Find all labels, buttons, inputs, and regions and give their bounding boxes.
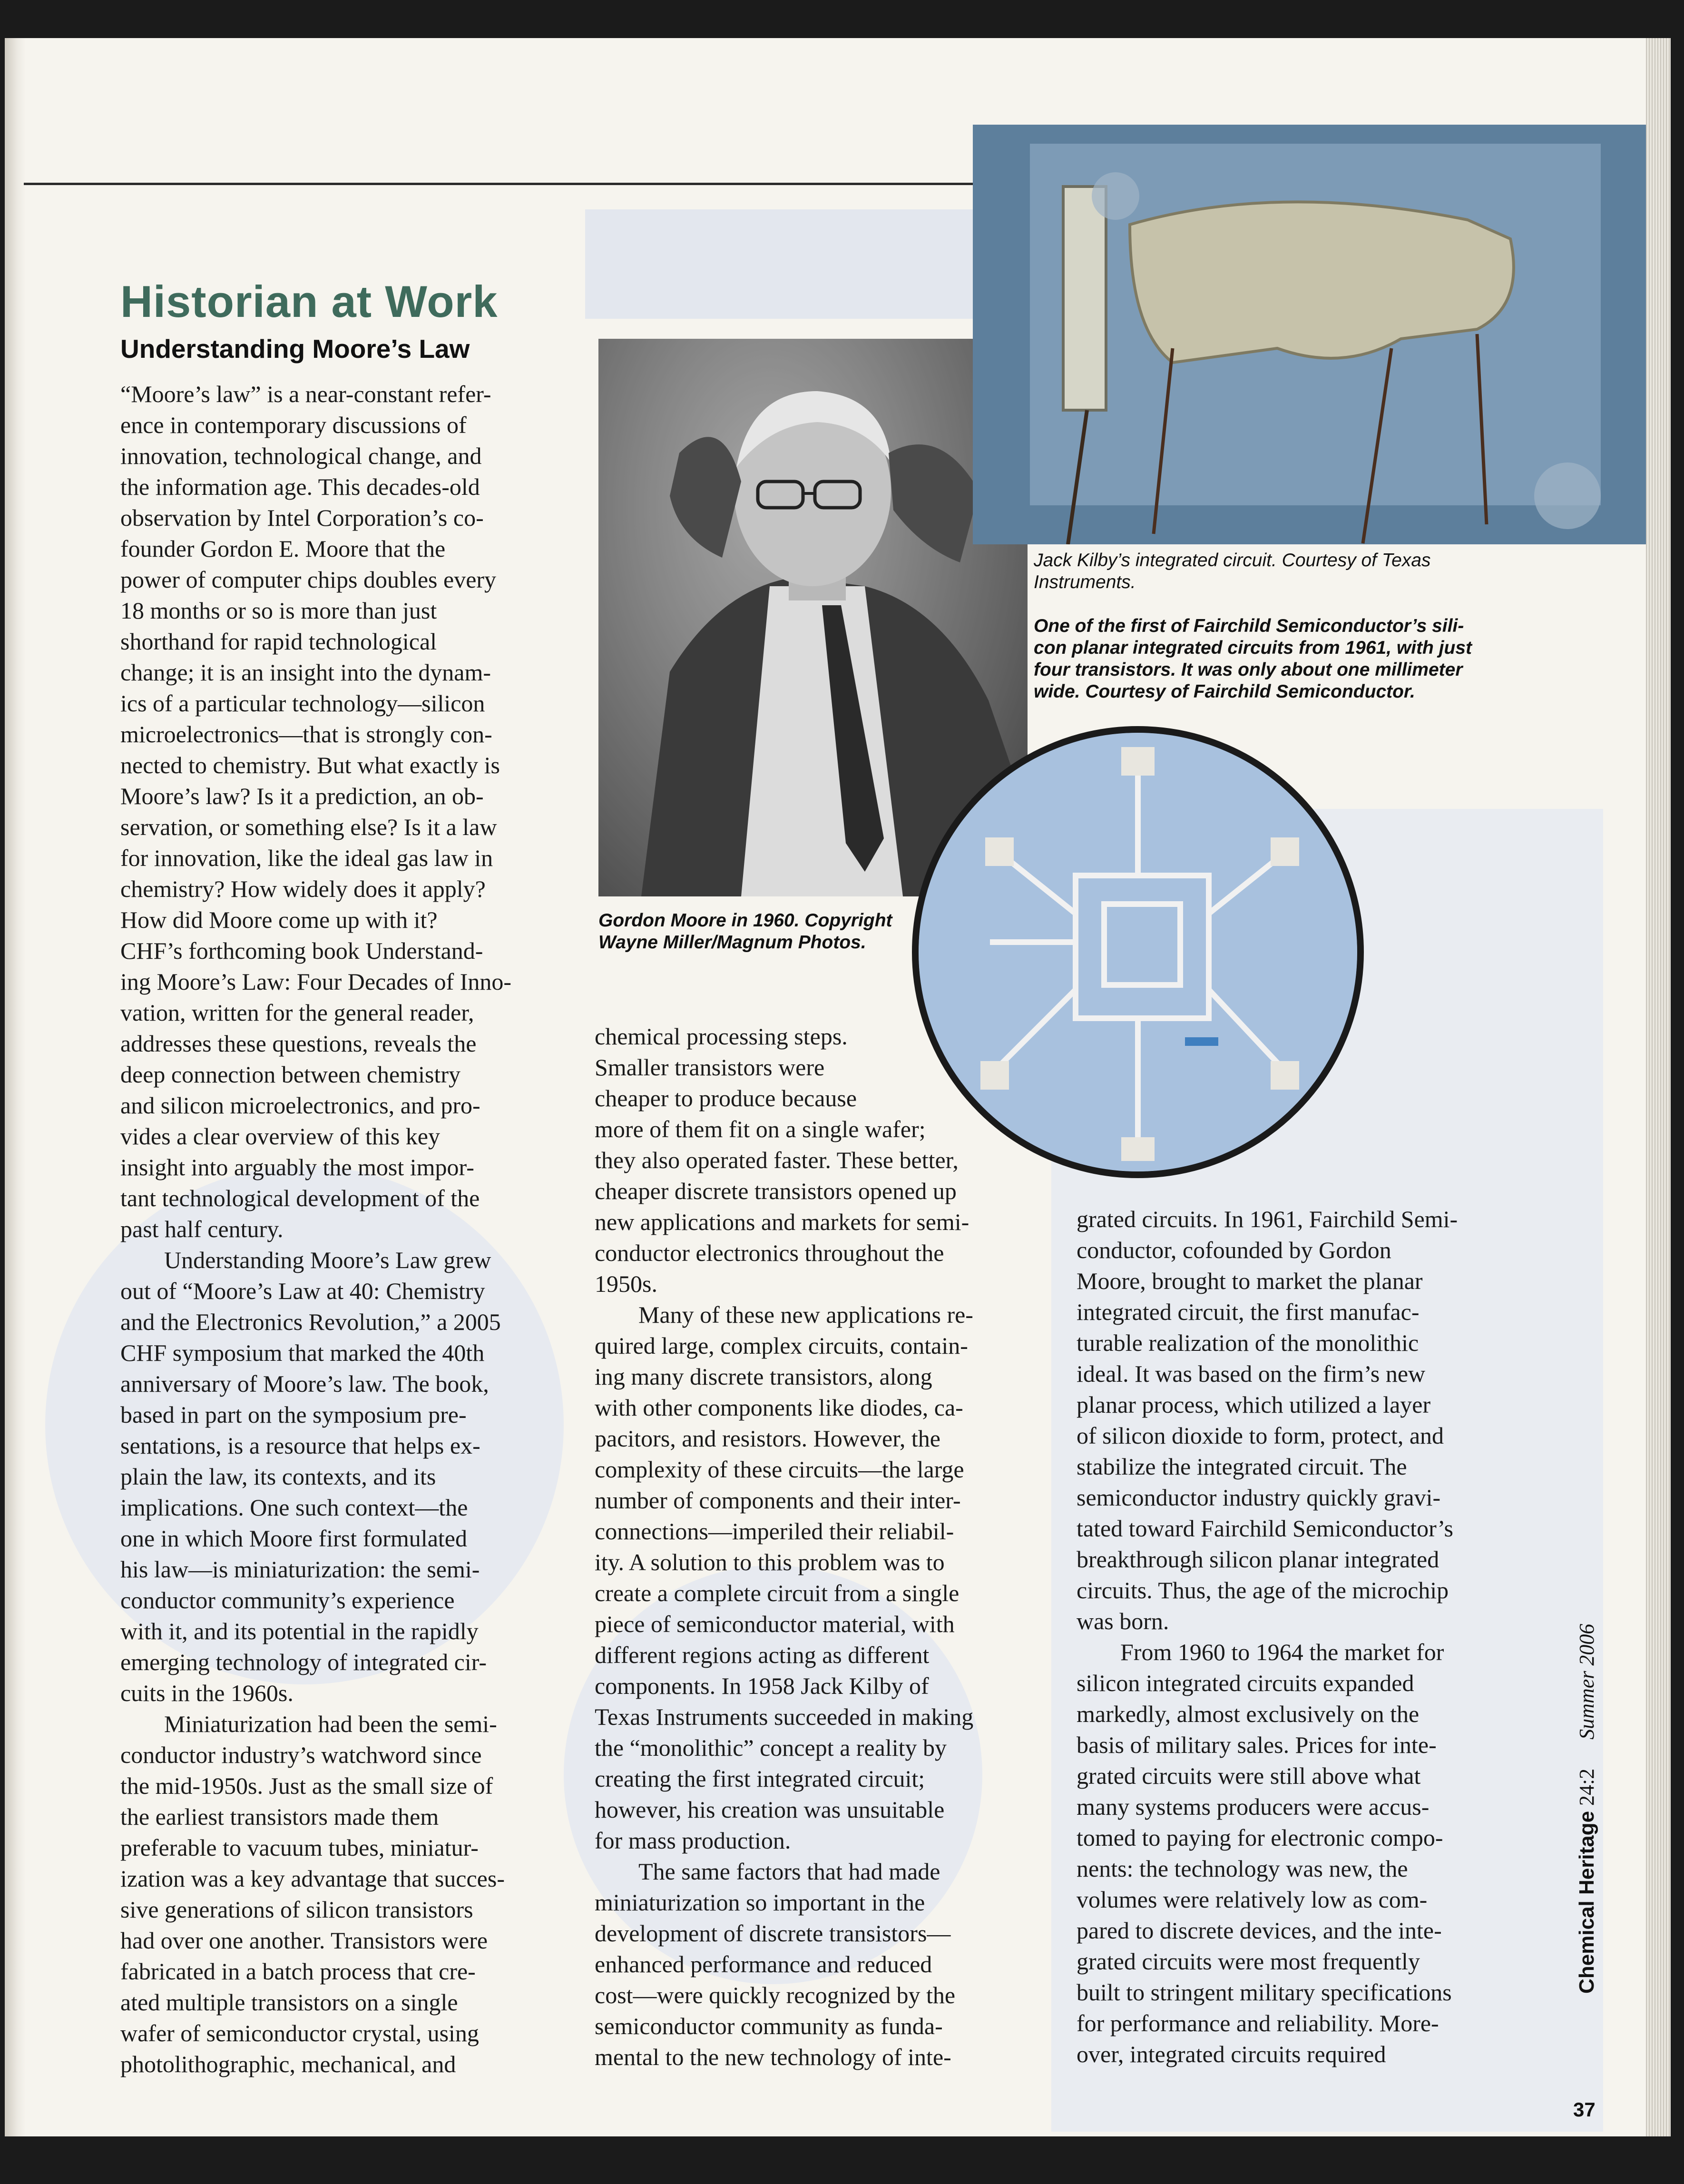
text-line: components. In 1958 Jack Kilby of	[595, 1672, 929, 1699]
article-title: Understanding Moore’s Law	[120, 334, 470, 364]
text-line: stabilize the integrated circuit. The	[1077, 1453, 1407, 1480]
magazine-page	[5, 38, 1646, 2136]
text-line: grated circuits were most frequently	[1077, 1948, 1420, 1975]
kilby-caption	[1034, 550, 1431, 593]
text-line: chemistry? How widely does it apply?	[120, 876, 486, 902]
text-line: had over one another. Transistors were	[120, 1927, 488, 1954]
caption-line: four transistors. It was only about one millimeter	[1034, 659, 1463, 680]
text-line: emerging technology of integrated cir-	[120, 1649, 487, 1675]
text-line: different regions acting as different	[595, 1642, 930, 1668]
fairchild-planar-ic-photo	[912, 726, 1364, 1178]
moore-caption	[598, 910, 892, 954]
text-line: “Moore’s law” is a near-constant refer-	[120, 381, 491, 407]
caption-line: Gordon Moore in 1960. Copyright	[598, 910, 892, 931]
fairchild-caption	[1034, 615, 1472, 703]
text-line: nents: the technology was new, the	[1077, 1855, 1408, 1882]
text-line: CHF’s forthcoming book Understand-	[120, 937, 483, 964]
text-line: number of components and their inter-	[595, 1487, 961, 1514]
text-line: innovation, technological change, and	[120, 443, 482, 469]
text-line: conductor, cofounded by Gordon	[1077, 1237, 1391, 1263]
text-line: How did Moore come up with it?	[120, 906, 438, 933]
text-line: grated circuits. In 1961, Fairchild Semi-	[1077, 1206, 1458, 1232]
text-line: connections—imperiled their reliabil-	[595, 1518, 954, 1545]
text-line: markedly, almost exclusively on the	[1077, 1701, 1420, 1727]
text-line: implications. One such context—the	[120, 1494, 468, 1521]
journal-issue: 24:2	[1575, 1768, 1598, 1806]
text-line: cuits in the 1960s.	[120, 1680, 294, 1706]
text-line: quired large, complex circuits, contain-	[595, 1332, 968, 1359]
text-line: Texas Instruments succeeded in making	[595, 1703, 974, 1730]
text-line: for innovation, like the ideal gas law in	[120, 845, 493, 871]
text-line: and the Electronics Revolution,” a 2005	[120, 1308, 501, 1335]
text-line: volumes were relatively low as com-	[1077, 1886, 1428, 1913]
text-line: was born.	[1077, 1608, 1169, 1634]
text-line: new applications and markets for semi-	[595, 1209, 969, 1235]
text-line: wafer of semiconductor crystal, using	[120, 2020, 479, 2046]
text-line: servation, or something else? Is it a law	[120, 814, 497, 840]
issue-season: Summer 2006	[1575, 1623, 1598, 1740]
text-line: the mid-1950s. Just as the small size of	[120, 1772, 493, 1799]
text-line: basis of military sales. Prices for inte-	[1077, 1731, 1437, 1758]
text-line: for mass production.	[595, 1827, 791, 1854]
text-line: Miniaturization had been the semi-	[164, 1711, 497, 1737]
caption-line: Jack Kilby’s integrated circuit. Courtesy of Texas	[1034, 550, 1431, 571]
text-line: ing many discrete transistors, along	[595, 1363, 932, 1390]
text-line: shorthand for rapid technological	[120, 628, 437, 655]
text-line: past half century.	[120, 1216, 284, 1242]
text-line: ence in contemporary discussions of	[120, 412, 467, 438]
text-line: Smaller transistors were	[595, 1054, 825, 1081]
text-line: vation, written for the general reader,	[120, 999, 474, 1026]
text-line: The same factors that had made	[638, 1858, 940, 1885]
vertical-running-footer	[1575, 1624, 1599, 1994]
section-title: Historian at Work	[120, 276, 498, 326]
text-line: conductor industry’s watchword since	[120, 1741, 482, 1768]
text-line: with it, and its potential in the rapidly	[120, 1618, 479, 1644]
text-line: sive generations of silicon transistors	[120, 1896, 473, 1923]
text-line: they also operated faster. These better,	[595, 1147, 959, 1173]
kilby-integrated-circuit-photo	[973, 125, 1646, 544]
text-line: create a complete circuit from a single	[595, 1580, 959, 1606]
text-line: his law—is miniaturization: the semi-	[120, 1556, 480, 1583]
text-line: complexity of these circuits—the large	[595, 1456, 964, 1483]
text-line: one in which Moore first formulated	[120, 1525, 467, 1552]
text-line: breakthrough silicon planar integrated	[1077, 1546, 1439, 1573]
text-line: conductor electronics throughout the	[595, 1240, 944, 1266]
caption-line: wide. Courtesy of Fairchild Semiconductor.	[1034, 681, 1415, 702]
text-line: development of discrete transistors—	[595, 1920, 951, 1947]
text-line: vides a clear overview of this key	[120, 1123, 440, 1150]
article-column-3	[1077, 1204, 1458, 2070]
text-line: chemical processing steps.	[595, 1023, 848, 1050]
text-line: tomed to paying for electronic compo-	[1077, 1824, 1443, 1851]
text-line: silicon integrated circuits expanded	[1077, 1670, 1414, 1696]
text-line: Many of these new applications re-	[638, 1301, 973, 1328]
caption-line: Instruments.	[1034, 572, 1136, 593]
text-line: over, integrated circuits required	[1077, 2041, 1386, 2067]
text-line: semiconductor industry quickly gravi-	[1077, 1484, 1441, 1511]
article-column-2	[595, 1021, 973, 2073]
text-line: circuits. Thus, the age of the microchip	[1077, 1577, 1449, 1604]
text-line: deep connection between chemistry	[120, 1061, 460, 1088]
text-line: cost—were quickly recognized by the	[595, 1982, 956, 2008]
text-line: the earliest transistors made them	[120, 1803, 439, 1830]
text-line: pacitors, and resistors. However, the	[595, 1425, 940, 1452]
text-line: built to stringent military specifications	[1077, 1979, 1452, 2006]
text-line: miniaturization so important in the	[595, 1889, 925, 1916]
text-line: creating the first integrated circuit;	[595, 1765, 925, 1792]
text-line: turable realization of the monolithic	[1077, 1329, 1419, 1356]
text-line: anniversary of Moore’s law. The book,	[120, 1370, 489, 1397]
text-line: nected to chemistry. But what exactly is	[120, 752, 500, 778]
text-line: based in part on the symposium pre-	[120, 1401, 467, 1428]
text-line: addresses these questions, reveals the	[120, 1030, 477, 1057]
text-line: microelectronics—that is strongly con-	[120, 721, 492, 748]
text-line: plain the law, its contexts, and its	[120, 1463, 436, 1490]
text-line: ing Moore’s Law: Four Decades of Inno-	[120, 968, 512, 995]
text-line: CHF symposium that marked the 40th	[120, 1339, 485, 1366]
text-line: planar process, which utilized a layer	[1077, 1391, 1431, 1418]
text-line: enhanced performance and reduced	[595, 1951, 932, 1977]
text-line: the “monolithic” concept a reality by	[595, 1734, 947, 1761]
spine-shadow	[5, 38, 26, 2136]
text-line: cheaper discrete transistors opened up	[595, 1178, 957, 1204]
text-line: ization was a key advantage that succes-	[120, 1865, 505, 1892]
text-line: Understanding Moore’s Law grew	[164, 1247, 491, 1273]
article-column-1	[120, 379, 511, 2080]
text-line: cheaper to produce because	[595, 1085, 857, 1112]
text-line: preferable to vacuum tubes, miniatur-	[120, 1834, 479, 1861]
text-line: 18 months or so is more than just	[120, 597, 437, 624]
text-line: pared to discrete devices, and the inte-	[1077, 1917, 1442, 1944]
text-line: ics of a particular technology—silicon	[120, 690, 485, 717]
page-number: 37	[1573, 2098, 1596, 2121]
text-line: for performance and reliability. More-	[1077, 2010, 1439, 2036]
caption-line: Wayne Miller/Magnum Photos.	[598, 932, 866, 953]
text-line: of silicon dioxide to form, protect, and	[1077, 1422, 1444, 1449]
text-line: tant technological development of the	[120, 1185, 480, 1211]
planar-ic-illustration	[919, 733, 1357, 1171]
text-line: 1950s.	[595, 1270, 657, 1297]
caption-line: con planar integrated circuits from 1961, with just	[1034, 638, 1472, 659]
text-line: conductor community’s experience	[120, 1587, 455, 1613]
text-line: photolithographic, mechanical, and	[120, 2051, 456, 2077]
text-line: more of them fit on a single wafer;	[595, 1116, 926, 1142]
caption-line: One of the first of Fairchild Semiconductor’s sili-	[1034, 616, 1464, 636]
text-line: ated multiple transistors on a single	[120, 1989, 458, 2016]
text-line: and silicon microelectronics, and pro-	[120, 1092, 480, 1119]
text-line: mental to the new technology of inte-	[595, 2044, 951, 2070]
text-line: ideal. It was based on the firm’s new	[1077, 1360, 1426, 1387]
text-line: many systems producers were accus-	[1077, 1793, 1429, 1820]
text-line: sentations, is a resource that helps ex-	[120, 1432, 480, 1459]
text-line: piece of semiconductor material, with	[595, 1611, 955, 1637]
text-line: Moore’s law? Is it a prediction, an ob-	[120, 783, 484, 809]
text-line: with other components like diodes, ca-	[595, 1394, 963, 1421]
text-line: power of computer chips doubles every	[120, 566, 497, 593]
text-line: fabricated in a batch process that cre-	[120, 1958, 476, 1985]
text-line: integrated circuit, the first manufac-	[1077, 1299, 1420, 1325]
text-line: ity. A solution to this problem was to	[595, 1549, 945, 1575]
text-line: semiconductor community as funda-	[595, 2013, 943, 2039]
text-line: insight into arguably the most impor-	[120, 1154, 474, 1181]
text-line: Moore, brought to market the planar	[1077, 1268, 1423, 1294]
text-line: grated circuits were still above what	[1077, 1762, 1421, 1789]
text-line: founder Gordon E. Moore that the	[120, 535, 446, 562]
journal-name: Chemical Heritage	[1575, 1811, 1598, 1994]
text-line: however, his creation was unsuitable	[595, 1796, 945, 1823]
text-line: the information age. This decades-old	[120, 473, 480, 500]
text-line: From 1960 to 1964 the market for	[1120, 1639, 1444, 1665]
text-line: change; it is an insight into the dynam-	[120, 659, 491, 686]
text-line: out of “Moore’s Law at 40: Chemistry	[120, 1278, 485, 1304]
kilby-circuit-illustration	[973, 125, 1646, 544]
text-line: tated toward Fairchild Semiconductor’s	[1077, 1515, 1453, 1542]
text-line: observation by Intel Corporation’s co-	[120, 504, 484, 531]
